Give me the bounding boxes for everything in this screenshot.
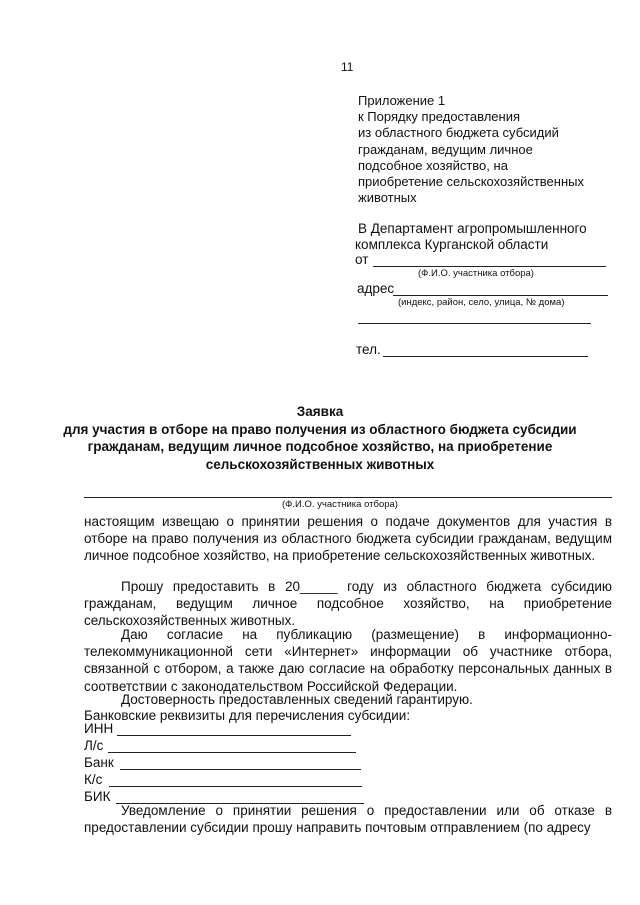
paragraph-consent: Даю согласие на публикацию (размещение) в информационно-телекоммуникационной сети «Интернет» информации об участнике отбора, связанной с отбором, а также даю согласие на обработку персональных данных в соответствии с законодательством Российской Федерации. — [84, 627, 612, 694]
title-line-2: гражданам, ведущим личное подсобное хозяйство, на приобретение — [87, 439, 553, 454]
annex-line: из областного бюджета субсидий — [358, 125, 559, 141]
annex-line: приобретение сельскохозяйственных — [358, 174, 584, 190]
address-label: адрес — [357, 281, 395, 296]
ks-fill-line — [109, 786, 362, 787]
ls-label: Л/с — [84, 738, 104, 753]
ks-label: К/с — [84, 772, 103, 787]
applicant-fill-line — [84, 497, 612, 498]
paragraph-guarantee: Достоверность предоставленных сведений гарантирую. — [121, 692, 473, 707]
phone-label: тел. — [356, 342, 381, 357]
bank-label: Банк — [84, 755, 114, 770]
paragraph-notification: Уведомление о принятии решения о предоставлении или об отказе в предоставлении субсидии прошу направить почтовым отправлением (по адресу — [84, 803, 612, 836]
paragraph-request: Прошу предоставить в 20_____ году из областного бюджета субсидию гражданам, ведущим личное подсобное хозяйство, на приобретение сельскохозяйственных животных. — [84, 579, 612, 629]
annex-line: животных — [358, 190, 417, 206]
page-number: 11 — [341, 60, 354, 74]
paragraph-notice: настоящим извещаю о принятии решения о подаче документов для участия в отборе на право получения из областного бюджета субсидии гражданам, ведущим личное подсобное хозяйство, на приобретение сельскохозяйственных животных. — [84, 514, 612, 564]
annex-line: гражданам, ведущим личное — [358, 141, 533, 157]
inn-fill-line — [117, 735, 351, 736]
annex-block — [358, 93, 584, 206]
bank-fill-line — [120, 769, 361, 770]
address-fill-line — [393, 295, 608, 296]
inn-label: ИНН — [84, 721, 114, 736]
from-label: от — [355, 252, 369, 267]
from-caption: (Ф.И.О. участника отбора) — [418, 268, 534, 279]
addressee-line-2: комплекса Курганской области — [355, 237, 549, 252]
applicant-caption: (Ф.И.О. участника отбора) — [282, 499, 398, 510]
from-fill-line — [373, 266, 606, 267]
ls-fill-line — [108, 752, 356, 753]
annex-line: Приложение 1 — [358, 93, 446, 108]
title-line-3: сельскохозяйственных животных — [205, 456, 435, 472]
annex-line: подсобное хозяйство, на — [358, 157, 508, 173]
phone-fill-line — [383, 356, 588, 357]
title-line-1: для участия в отборе на право получения из областного бюджета субсидии — [63, 421, 577, 437]
document-title — [0, 403, 640, 473]
annex-line: к Порядку предоставления — [358, 109, 520, 125]
address-fill-line-2 — [358, 323, 591, 324]
bik-label: БИК — [84, 789, 111, 804]
addressee-line-1: В Департамент агропромышленного — [358, 221, 587, 236]
title-heading: Заявка — [296, 404, 344, 419]
address-caption: (индекс, район, село, улица, № дома) — [398, 297, 565, 308]
bank-intro: Банковские реквизиты для перечисления субсидии: — [84, 708, 411, 723]
